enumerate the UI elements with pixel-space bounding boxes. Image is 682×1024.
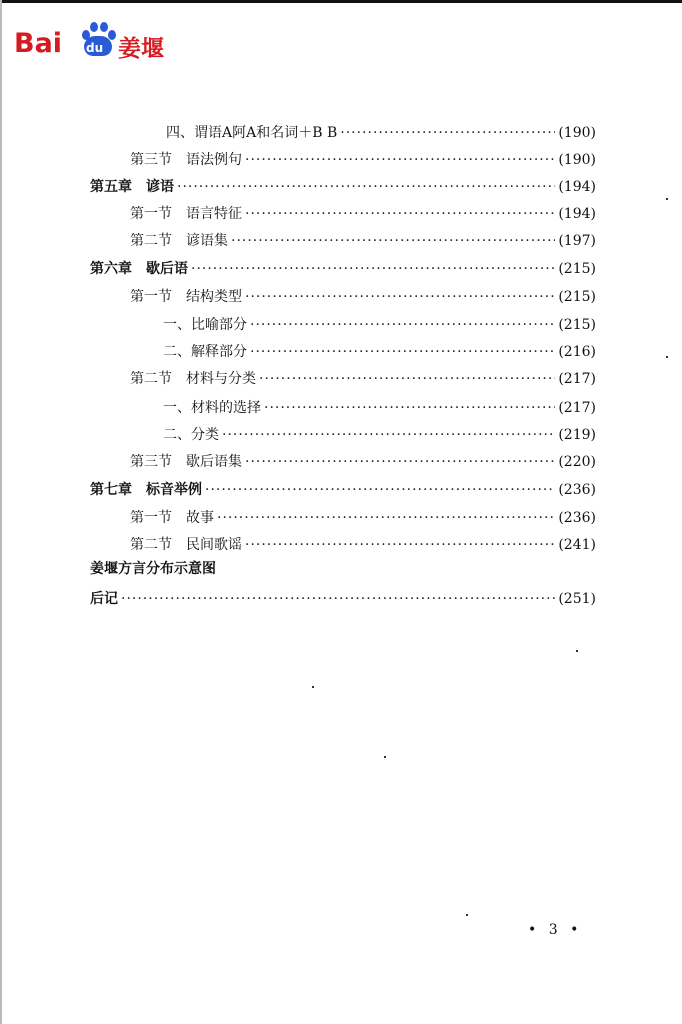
toc-leader-dots: [217, 505, 555, 531]
toc-label: 一、比喻部分: [163, 317, 247, 333]
toc-leader-dots: [245, 284, 555, 310]
scan-speck: [666, 198, 668, 200]
toc-item-language-features: [130, 201, 596, 227]
logo-brand-text: Bai: [14, 28, 63, 59]
scan-speck: [666, 356, 668, 358]
toc-page: (216): [558, 344, 596, 360]
baidu-logo: [14, 16, 174, 66]
toc-leader-dots: [250, 312, 555, 338]
toc-leader-dots: [250, 339, 555, 365]
toc-label: 第二节 材料与分类: [130, 371, 256, 387]
toc-page: (251): [558, 591, 596, 607]
toc-label: 第五章 谚语: [90, 179, 174, 195]
toc-item-proverb-collection: [130, 228, 596, 254]
toc-item-structure-types: [130, 284, 596, 310]
toc-label: 二、解释部分: [163, 344, 247, 360]
toc-page: (215): [558, 261, 596, 277]
toc-label: 第三节 歇后语集: [130, 454, 242, 470]
toc-label: 第一节 语言特征: [130, 206, 242, 222]
toc-item-predicate: [166, 120, 596, 146]
toc-label: 第二节 谚语集: [130, 233, 228, 249]
toc-leader-dots: [245, 201, 555, 227]
toc-item-classification: [163, 422, 596, 448]
toc-label: 第七章 标音举例: [90, 482, 202, 498]
toc-page: (219): [558, 427, 596, 443]
scan-speck: [576, 650, 578, 652]
toc-page: (236): [558, 510, 596, 526]
toc-item-materials-classification: [130, 366, 596, 392]
toc-label: 第三节 语法例句: [130, 152, 242, 168]
page-number: • 3 •: [528, 922, 583, 938]
toc-leader-dots: [205, 477, 555, 503]
toc-label: 一、材料的选择: [163, 400, 261, 416]
toc-page: (217): [558, 371, 596, 387]
toc-item-grammar-examples: [130, 147, 596, 173]
toc-leader-dots: [245, 147, 555, 173]
toc-item-stories: [130, 505, 596, 531]
toc-item-xiehouyu-collection: [130, 449, 596, 475]
toc-leader-dots: [245, 532, 555, 558]
toc-leader-dots: [245, 449, 555, 475]
toc-label: 二、分类: [163, 427, 219, 443]
toc-item-material-selection: [163, 395, 596, 421]
toc-page: (236): [558, 482, 596, 498]
toc-afterword: [90, 586, 596, 612]
toc-page: (190): [558, 152, 596, 168]
left-border-line: [0, 0, 2, 1024]
toc-leader-dots: [121, 586, 555, 612]
toc-item-explanation-part: [163, 339, 596, 365]
toc-leader-dots: [264, 395, 555, 421]
toc-item-folk-songs: [130, 532, 596, 558]
toc-label: 第六章 歇后语: [90, 261, 188, 277]
toc-leader-dots: [191, 256, 555, 282]
scan-speck: [312, 686, 314, 688]
toc-page: (194): [558, 206, 596, 222]
toc-leader-dots: [177, 174, 555, 200]
logo-cn-text: 姜堰: [118, 36, 164, 62]
toc-dialect-map: [90, 556, 390, 582]
toc-page: (215): [558, 317, 596, 333]
toc-label: 第一节 结构类型: [130, 289, 242, 305]
toc-page: (220): [558, 454, 596, 470]
toc-label: 后记: [90, 591, 118, 607]
toc-leader-dots: [222, 422, 555, 448]
toc-leader-dots: [231, 228, 555, 254]
logo-du-text: du: [86, 41, 104, 55]
toc-chapter-5: [90, 174, 596, 200]
top-border-line: [0, 0, 682, 3]
toc-chapter-6: [90, 256, 596, 282]
toc-leader-dots: [259, 366, 555, 392]
toc-page: (215): [558, 289, 596, 305]
scan-speck: [466, 914, 468, 916]
scan-speck: [384, 756, 386, 758]
toc-label: 四、谓语A阿A和名词＋B B: [166, 125, 338, 141]
toc-chapter-7: [90, 477, 596, 503]
toc-leader-dots: [340, 120, 555, 146]
toc-page: (241): [558, 537, 596, 553]
toc-page: (190): [558, 125, 596, 141]
toc-page: (197): [558, 233, 596, 249]
toc-page: (217): [558, 400, 596, 416]
toc-page: (194): [558, 179, 596, 195]
toc-label: 姜堰方言分布示意图: [90, 561, 216, 577]
toc-item-metaphor-part: [163, 312, 596, 338]
toc-label: 第一节 故事: [130, 510, 214, 526]
toc-label: 第二节 民间歌谣: [130, 537, 242, 553]
